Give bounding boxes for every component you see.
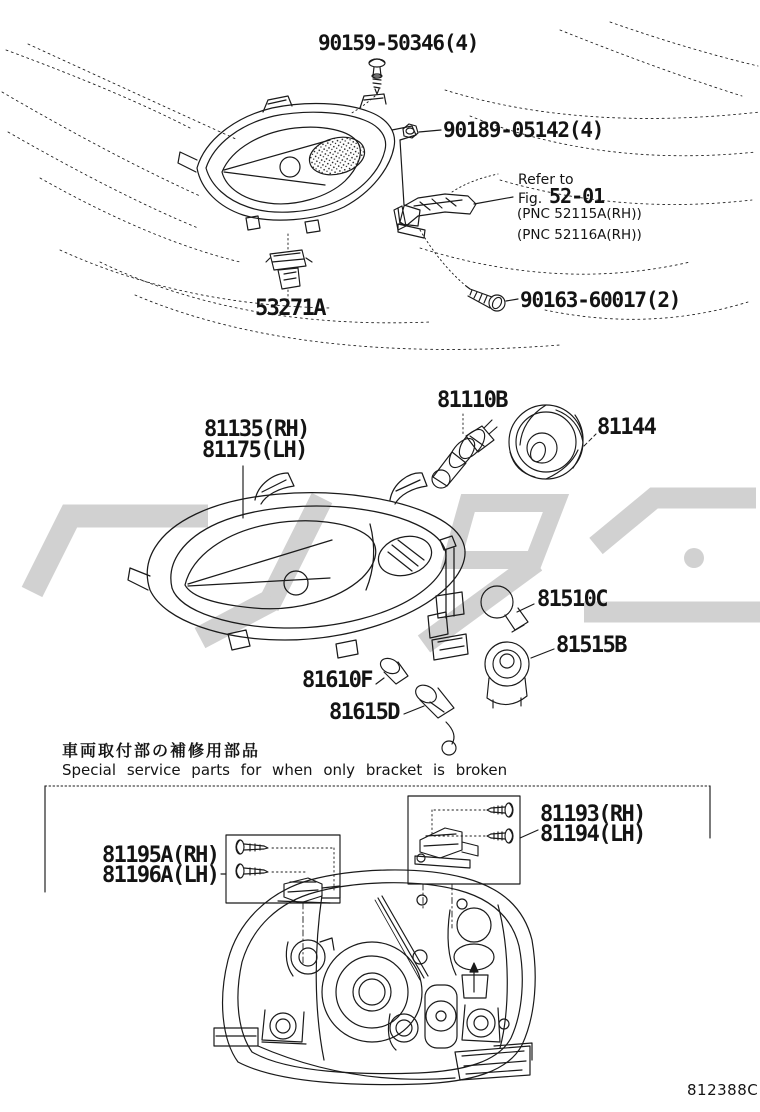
part-label-81193-rh: 81193(RH) <box>540 802 645 827</box>
clip-53271a-drawing <box>266 250 312 289</box>
service-note-english: Special service parts for when only bracket is broken <box>62 761 508 779</box>
refer-note-fig-number: 52-01 <box>549 184 605 208</box>
bracket-fig5201-drawing <box>394 194 476 230</box>
part-label-90189-05142: 90189-05142(4) <box>443 118 604 142</box>
leader-90189 <box>419 130 441 132</box>
part-label-81195a-rh: 81195A(RH) <box>102 843 219 868</box>
part-label-81144: 81144 <box>597 415 656 440</box>
part-label-90163-60017: 90163-60017(2) <box>520 288 681 312</box>
leader-81515b <box>531 649 554 658</box>
refer-note-fig-prefix: Fig. <box>518 191 543 207</box>
part-label-81110b: 81110B <box>437 388 507 413</box>
leader-81193 <box>520 830 538 838</box>
socket-81515b-drawing <box>485 642 529 708</box>
leader-bracket-screw <box>420 230 466 286</box>
leader-refer <box>474 197 513 204</box>
refer-note-pnc2: (PNC 52116A(RH)) <box>517 227 642 243</box>
bulb-81110b-drawing <box>432 420 497 488</box>
part-label-81515b: 81515B <box>556 633 626 658</box>
part-label-81196a-lh: 81196A(LH) <box>102 863 219 888</box>
part-label-81610f: 81610F <box>302 668 372 693</box>
leader-81144 <box>584 434 596 446</box>
screw-90159-drawing <box>369 59 385 94</box>
leader-90163 <box>506 299 518 301</box>
service-note-japanese: 車両取付部の補修用部品 <box>62 741 261 760</box>
diagram-code: 812388C <box>687 1081 759 1099</box>
refer-note-pnc1: (PNC 52115A(RH)) <box>517 206 642 222</box>
leader-refer-dotted <box>452 174 498 192</box>
leader-81615d <box>404 706 424 714</box>
part-label-81175-lh: 81175(LH) <box>202 438 307 463</box>
part-label-81615d: 81615D <box>329 700 399 725</box>
cap-81144-drawing <box>509 405 583 479</box>
socket-81615d-drawing <box>412 682 456 755</box>
part-label-81194-lh: 81194(LH) <box>540 822 645 847</box>
part-label-53271a: 53271A <box>255 296 325 321</box>
screw-90163-drawing <box>466 286 505 311</box>
headlamp-assembly-top-drawing <box>178 94 425 238</box>
leader-81510c <box>517 604 534 612</box>
watermark <box>32 498 760 644</box>
part-label-81510c: 81510C <box>537 587 607 612</box>
leader-81610f <box>376 678 384 684</box>
refer-note-line1: Refer to <box>518 172 574 188</box>
box-81195a-drawing <box>226 835 340 903</box>
headlamp-rear-drawing <box>214 870 535 1085</box>
part-label-90159-50346: 90159-50346(4) <box>318 31 479 55</box>
part-label-81135-rh: 81135(RH) <box>204 417 309 442</box>
